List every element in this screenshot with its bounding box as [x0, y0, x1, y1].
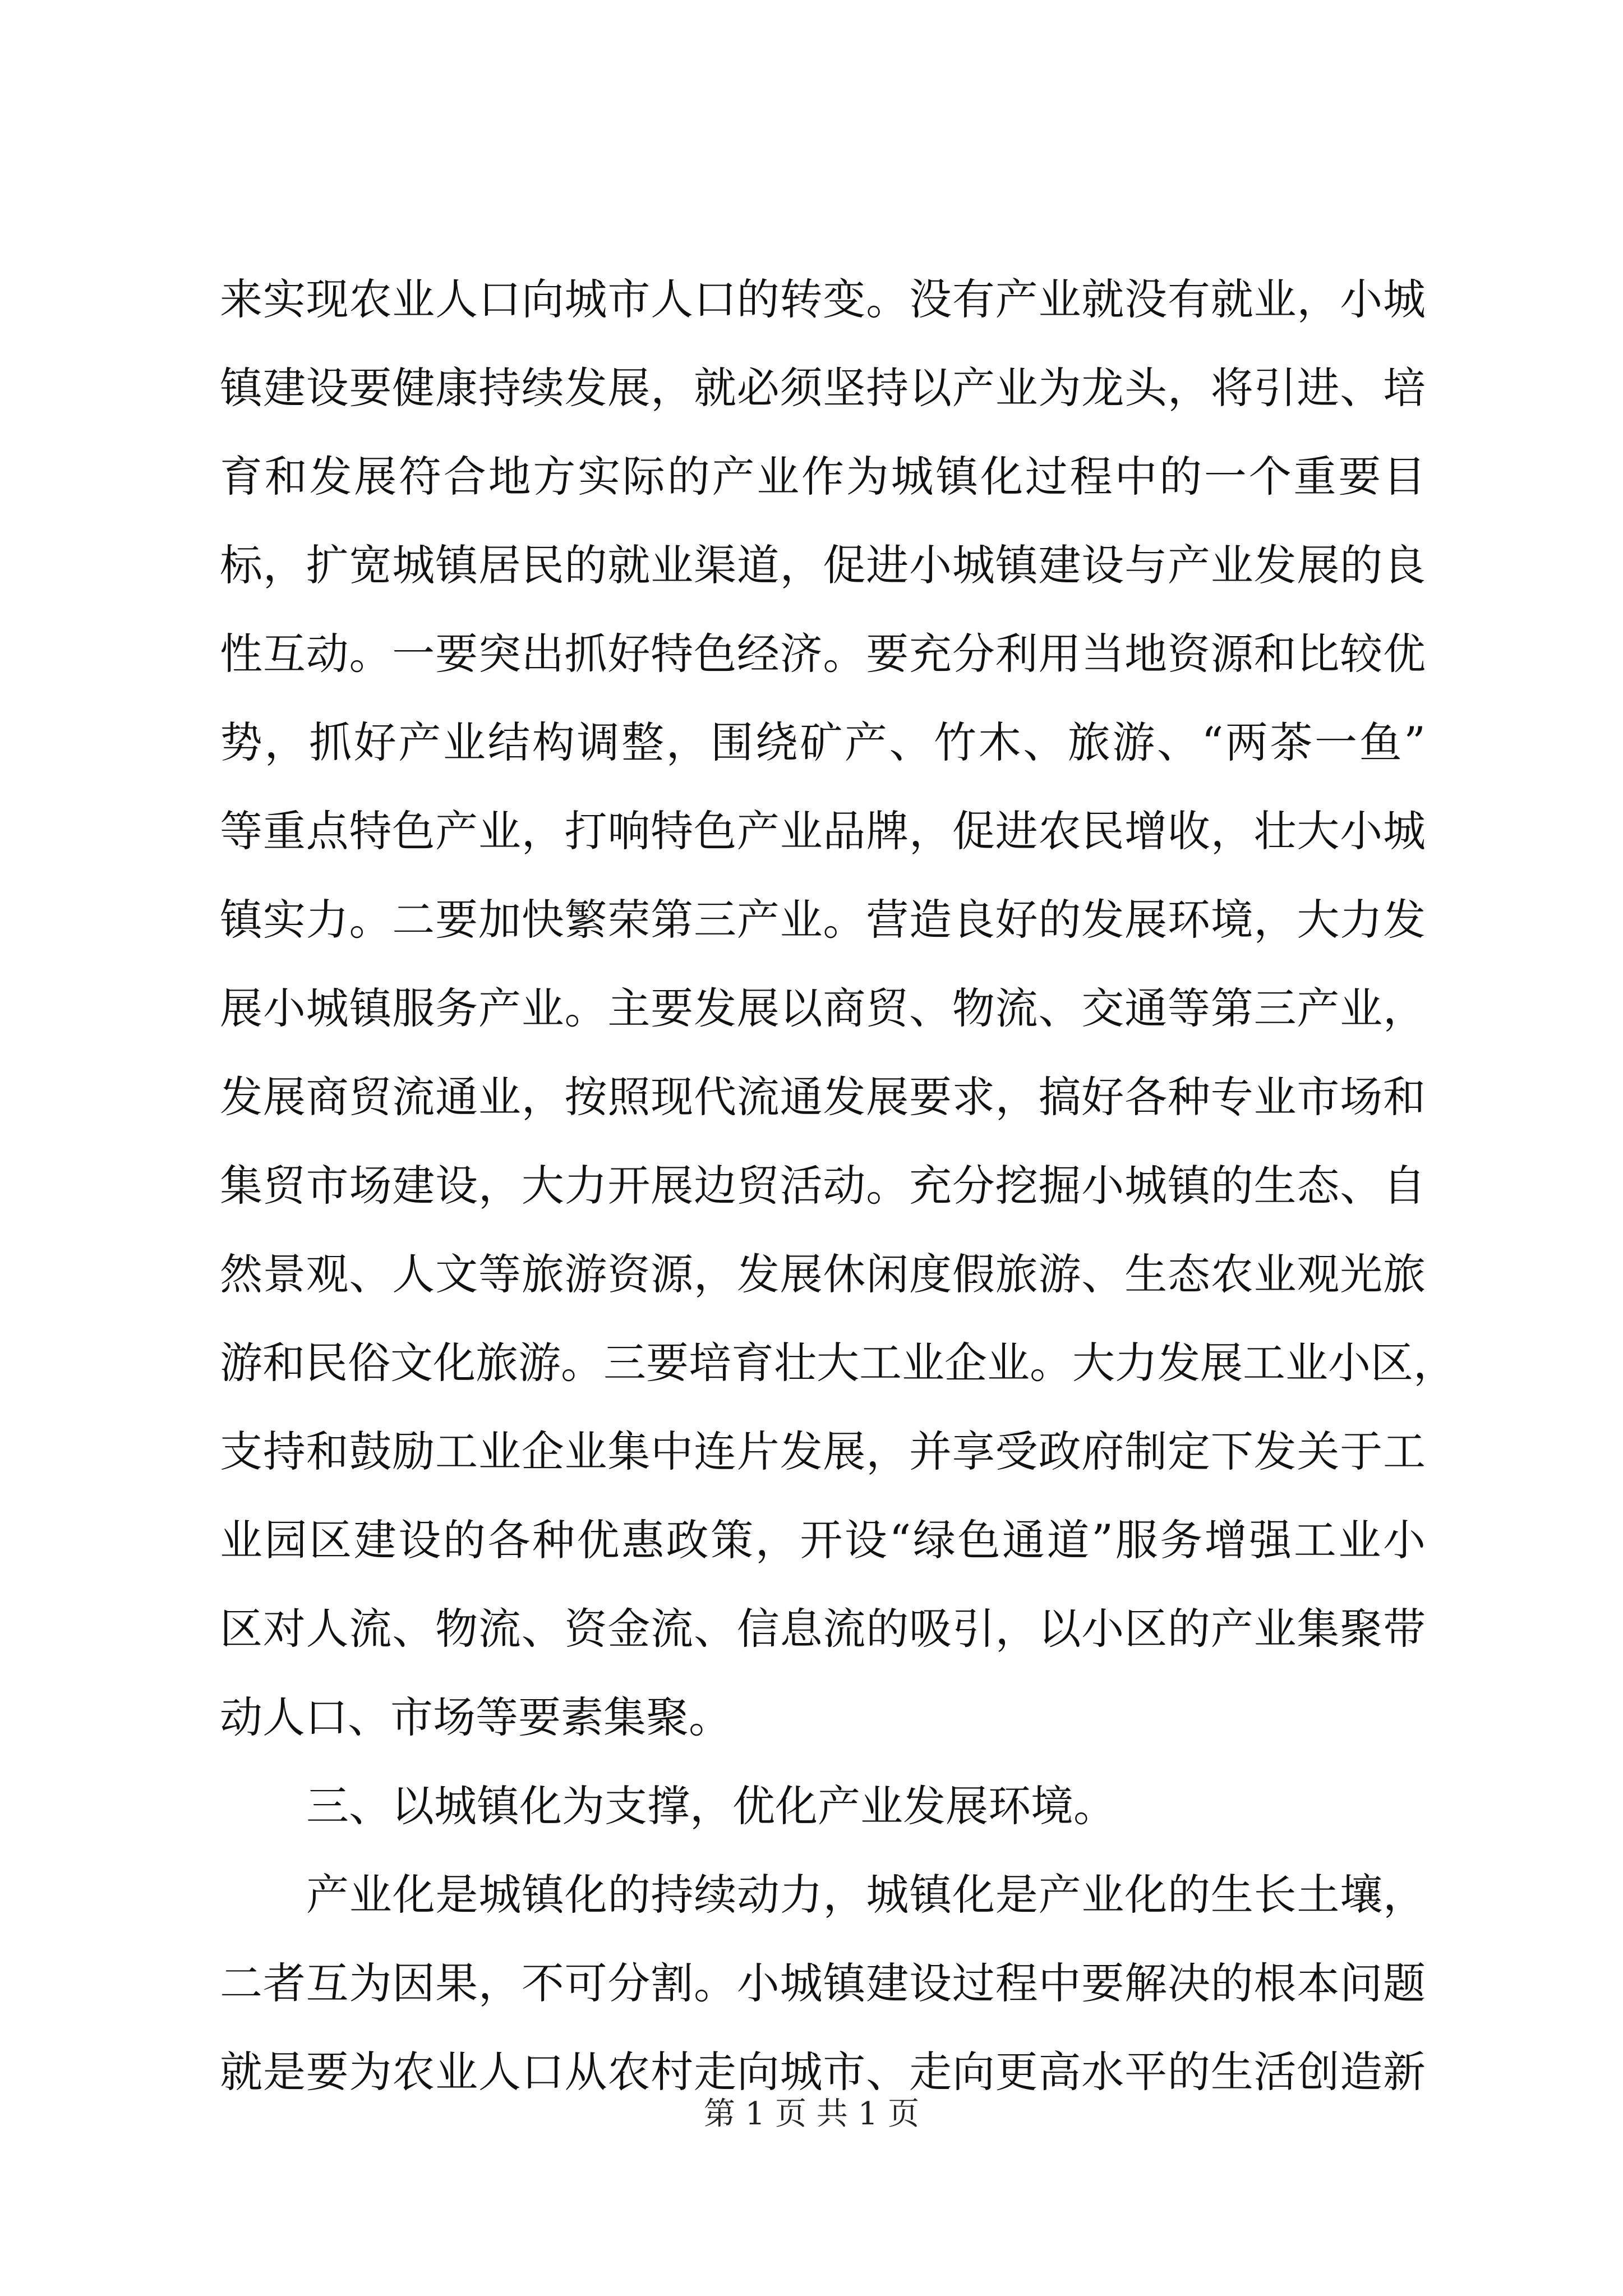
text-line: 支持和鼓励工业企业集中连片发展，并享受政府制定下发关于工 — [220, 1427, 1426, 1476]
body-text — [220, 255, 1456, 2116]
text-line: 游和民俗文化旅游。三要培育壮大工业企业。大力发展工业小区， — [220, 1338, 1456, 1388]
page-footer — [0, 2095, 1623, 2134]
page-number: 第 1 页 共 1 页 — [703, 2096, 920, 2132]
text-line: 集贸市场建设，大力开展边贸活动。充分挖掘小城镇的生态、自 — [220, 1161, 1426, 1211]
text-line: 二者互为因果，不可分割。小城镇建设过程中要解决的根本问题 — [220, 1958, 1426, 2008]
text-line: 势，抓好产业结构调整，围绕矿产、竹木、旅游、“两茶一鱼” — [220, 717, 1426, 767]
text-line: 镇实力。二要加快繁荣第三产业。营造良好的发展环境，大力发 — [220, 895, 1426, 945]
text-line: 性互动。一要突出抓好特色经济。要充分利用当地资源和比较优 — [220, 629, 1426, 679]
text-line: 来实现农业人口向城市人口的转变。没有产业就没有就业，小城 — [220, 274, 1426, 324]
text-line: 镇建设要健康持续发展，就必须坚持以产业为龙头，将引进、培 — [220, 363, 1426, 413]
text-line: 动人口、市场等要素集聚。 — [220, 1692, 731, 1742]
section-heading: 三、以城镇化为支撑，优化产业发展环境。 — [306, 1781, 1116, 1831]
text-line: 发展商贸流通业，按照现代流通发展要求，搞好各种专业市场和 — [220, 1072, 1426, 1122]
text-line: 业园区建设的各种优惠政策，开设“绿色通道”服务增强工业小 — [220, 1515, 1426, 1565]
text-line: 区对人流、物流、资金流、信息流的吸引，以小区的产业集聚带 — [220, 1604, 1426, 1654]
text-line: 然景观、人文等旅游资源，发展休闲度假旅游、生态农业观光旅 — [220, 1249, 1426, 1299]
text-line: 产业化是城镇化的持续动力，城镇化是产业化的生长土壤， — [306, 1870, 1426, 1920]
text-line: 等重点特色产业，打响特色产业品牌，促进农民增收，壮大小城 — [220, 806, 1426, 856]
text-line: 展小城镇服务产业。主要发展以商贸、物流、交通等第三产业， — [220, 983, 1426, 1033]
text-line: 育和发展符合地方实际的产业作为城镇化过程中的一个重要目 — [220, 452, 1426, 501]
text-line: 就是要为农业人口从农村走向城市、走向更高水平的生活创造新 — [220, 2047, 1426, 2097]
text-line: 标，扩宽城镇居民的就业渠道，促进小城镇建设与产业发展的良 — [220, 540, 1426, 590]
